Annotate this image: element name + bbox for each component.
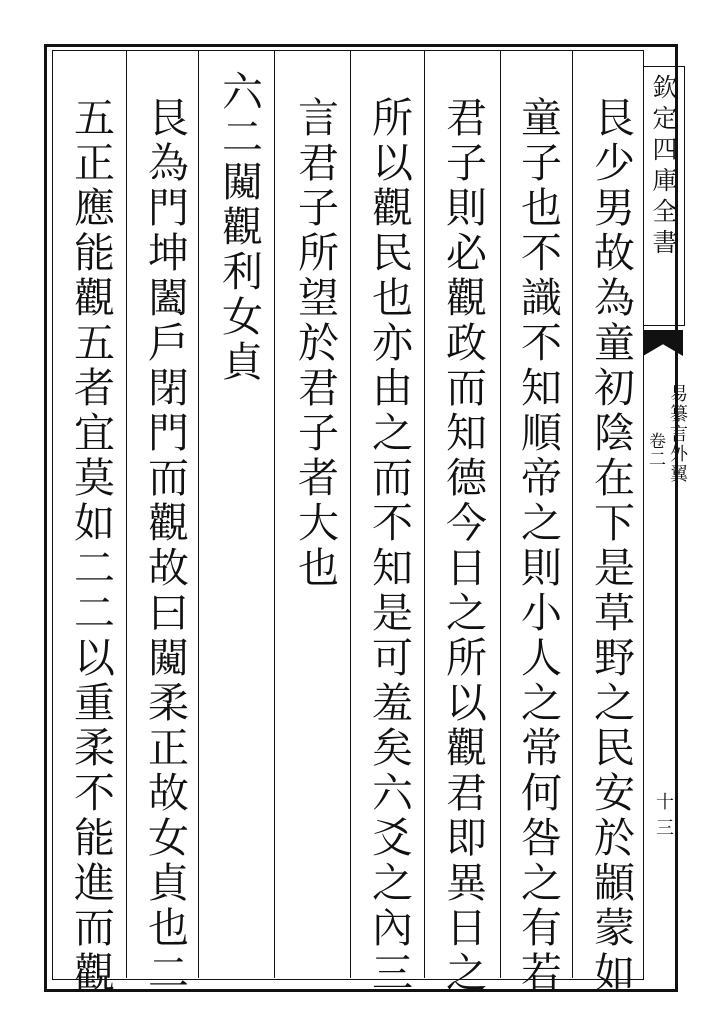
column-rule [274, 50, 275, 978]
text-column-4: 所以觀民也亦由之而不知是可羞矣六爻之內三 [365, 96, 413, 996]
margin-work-title: 易纂言外翼 [667, 384, 688, 484]
margin-title: 欽定四庫全書 [649, 74, 678, 260]
text-column-5: 言君子所望於君子者大也 [291, 96, 339, 591]
text-column-6: 六二闚觀利女貞 [215, 70, 263, 385]
text-column-8: 五正應能觀五者宜莫如二二以重柔不能進而觀 [67, 96, 115, 996]
column-rule [500, 50, 501, 978]
margin-juan-number: 卷二 [645, 432, 665, 468]
text-column-1: 艮少男故為童初陰在下是草野之民安於顓蒙如 [587, 96, 635, 996]
margin-page-number: 十三 [656, 792, 674, 839]
text-column-3: 君子則必觀政而知德今日之所以觀君即異日之 [439, 96, 487, 996]
column-rule [424, 50, 425, 978]
column-rule [350, 50, 351, 978]
text-column-7: 艮為門坤闔戶閉門而觀故曰闚柔正故女貞也二 [141, 96, 189, 996]
text-column-2: 童子也不識不知順帝之則小人之常何咎之有若 [514, 96, 562, 996]
column-rule [126, 50, 127, 978]
column-rule [198, 50, 199, 978]
column-rule [572, 50, 573, 978]
